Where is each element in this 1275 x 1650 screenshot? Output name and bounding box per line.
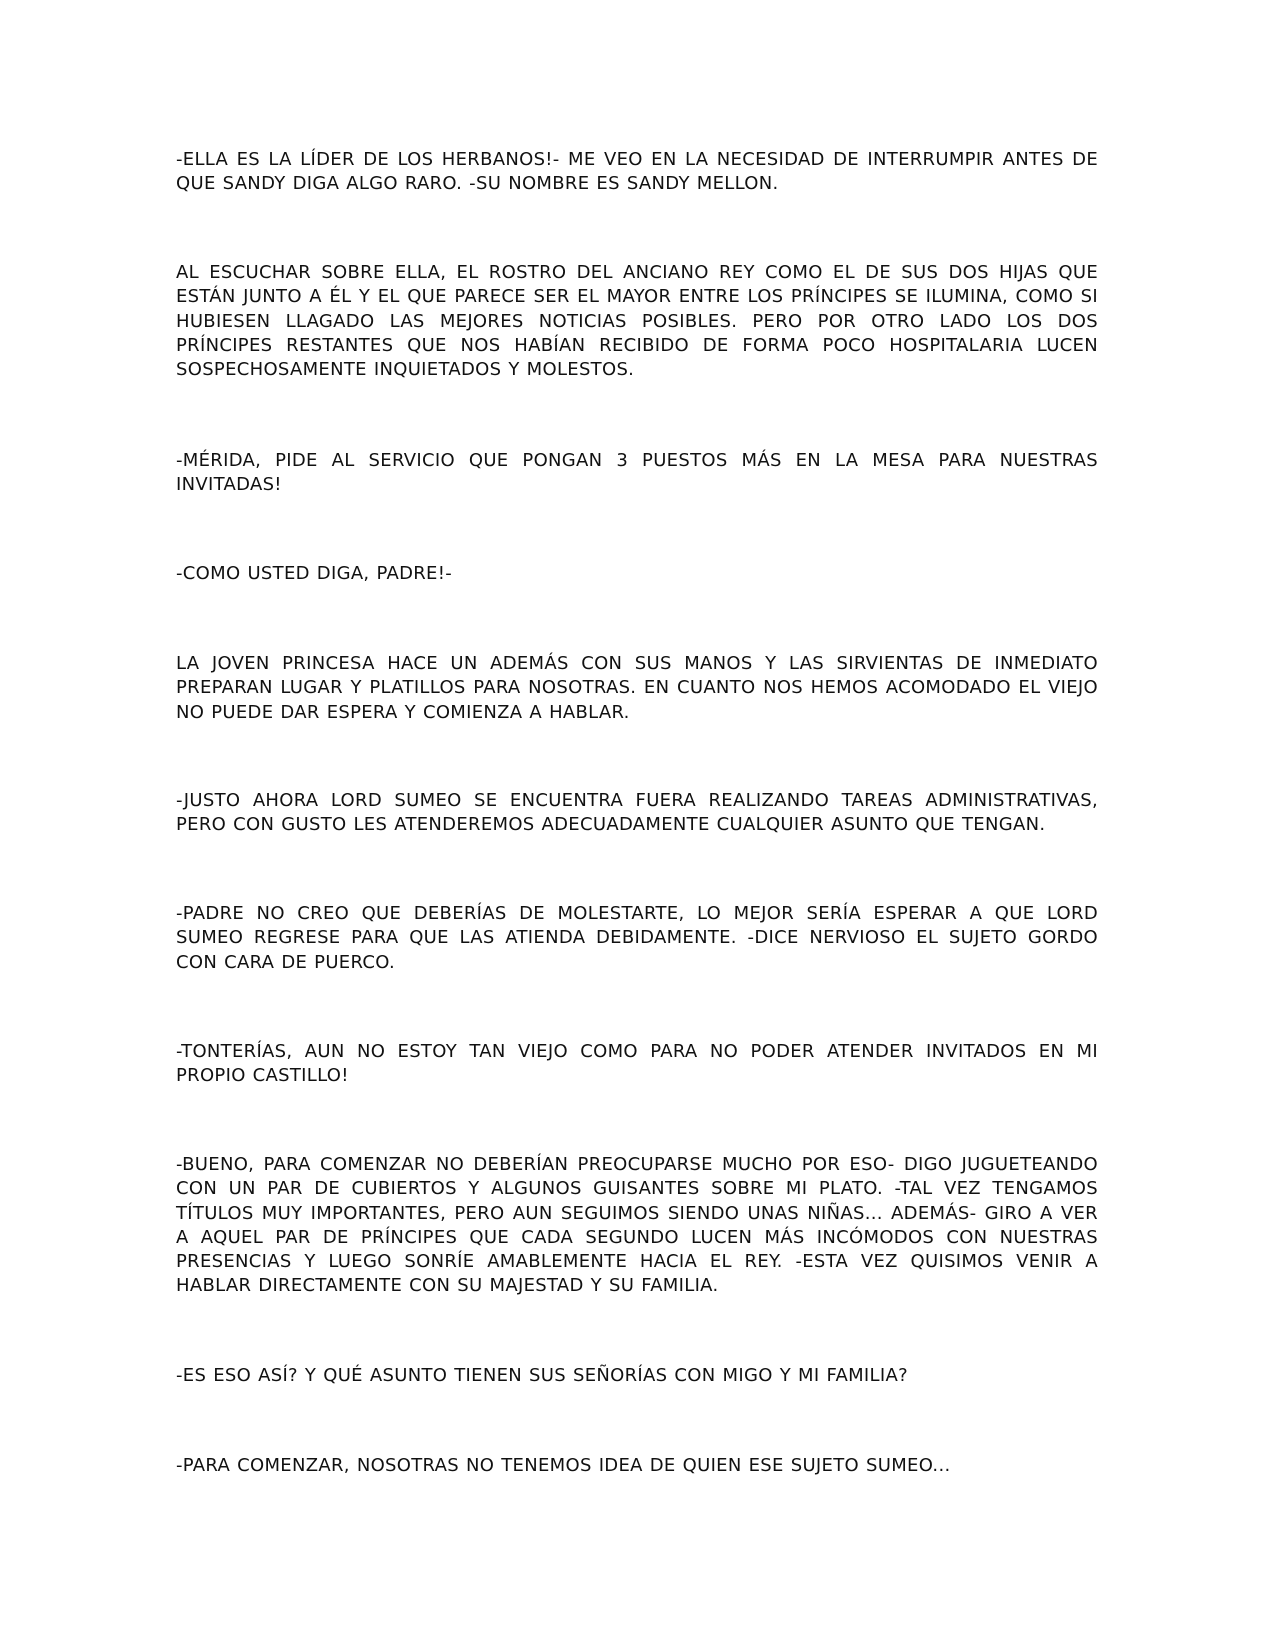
- paragraph-10: -ES ESO ASÍ? Y QUÉ ASUNTO TIENEN SUS SEÑORÍAS CON MIGO Y MI FAMILIA?: [176, 1365, 908, 1386]
- paragraph-4: -COMO USTED DIGA, PADRE!-: [176, 563, 453, 584]
- paragraph-11: -PARA COMENZAR, NOSOTRAS NO TENEMOS IDEA DE QUIEN ESE SUJETO SUMEO...: [176, 1455, 951, 1476]
- paragraph-9: -BUENO, PARA COMENZAR NO DEBERÍAN PREOCUPARSE MUCHO POR ESO- DIGO JUGUETEANDO CON UN PAR DE CUBIERTOS Y ALGUNOS GUISANTES SOBRE MI PLATO. -TAL VEZ TENGAMOS TÍTULOS MUY IMPORTANTES, PERO AUN SEGUIMOS SIENDO UNAS NIÑAS... ADEMÁS- GIRO A VER A AQUEL PAR DE PRÍNCIPES QUE CADA SEGUNDO LUCEN MÁS INCÓMODOS CON NUESTRAS PRESENCIAS Y LUEGO SONRÍE AMABLEMENTE HACIA EL REY. -ESTA VEZ QUISIMOS VENIR A HABLAR DIRECTAMENTE CON SU MAJESTAD Y SU FAMILIA.: [176, 1154, 1098, 1297]
- paragraph-2: AL ESCUCHAR SOBRE ELLA, EL ROSTRO DEL ANCIANO REY COMO EL DE SUS DOS HIJAS QUE ESTÁN JUNTO A ÉL Y EL QUE PARECE SER EL MAYOR ENTRE LOS PRÍNCIPES SE ILUMINA, COMO SI HUBIESEN LLAGADO LAS MEJORES NOTICIAS POSIBLES. PERO POR OTRO LADO LOS DOS PRÍNCIPES RESTANTES QUE NOS HABÍAN RECIBIDO DE FORMA POCO HOSPITALARIA LUCEN SOSPECHOSAMENTE INQUIETADOS Y MOLESTOS.: [176, 262, 1098, 381]
- paragraph-3: -MÉRIDA, PIDE AL SERVICIO QUE PONGAN 3 PUESTOS MÁS EN LA MESA PARA NUESTRAS INVITADAS!: [176, 450, 1098, 496]
- paragraph-6: -JUSTO AHORA LORD SUMEO SE ENCUENTRA FUERA REALIZANDO TAREAS ADMINISTRATIVAS, PERO CON GUSTO LES ATENDEREMOS ADECUADAMENTE CUALQUIER ASUNTO QUE TENGAN.: [176, 790, 1098, 836]
- paragraph-5: LA JOVEN PRINCESA HACE UN ADEMÁS CON SUS MANOS Y LAS SIRVIENTAS DE INMEDIATO PREPARAN LUGAR Y PLATILLOS PARA NOSOTRAS. EN CUANTO NOS HEMOS ACOMODADO EL VIEJO NO PUEDE DAR ESPERA Y COMIENZA A HABLAR.: [176, 653, 1098, 723]
- paragraph-7: -PADRE NO CREO QUE DEBERÍAS DE MOLESTARTE, LO MEJOR SERÍA ESPERAR A QUE LORD SUMEO REGRESE PARA QUE LAS ATIENDA DEBIDAMENTE. -DICE NERVIOSO EL SUJETO GORDO CON CARA DE PUERCO.: [176, 903, 1098, 973]
- paragraph-8: -TONTERÍAS, AUN NO ESTOY TAN VIEJO COMO PARA NO PODER ATENDER INVITADOS EN MI PROPIO CASTILLO!: [176, 1041, 1098, 1087]
- paragraph-1: -ELLA ES LA LÍDER DE LOS HERBANOS!- ME VEO EN LA NECESIDAD DE INTERRUMPIR ANTES DE QUE SANDY DIGA ALGO RARO. -SU NOMBRE ES SANDY MELLON.: [176, 149, 1098, 195]
